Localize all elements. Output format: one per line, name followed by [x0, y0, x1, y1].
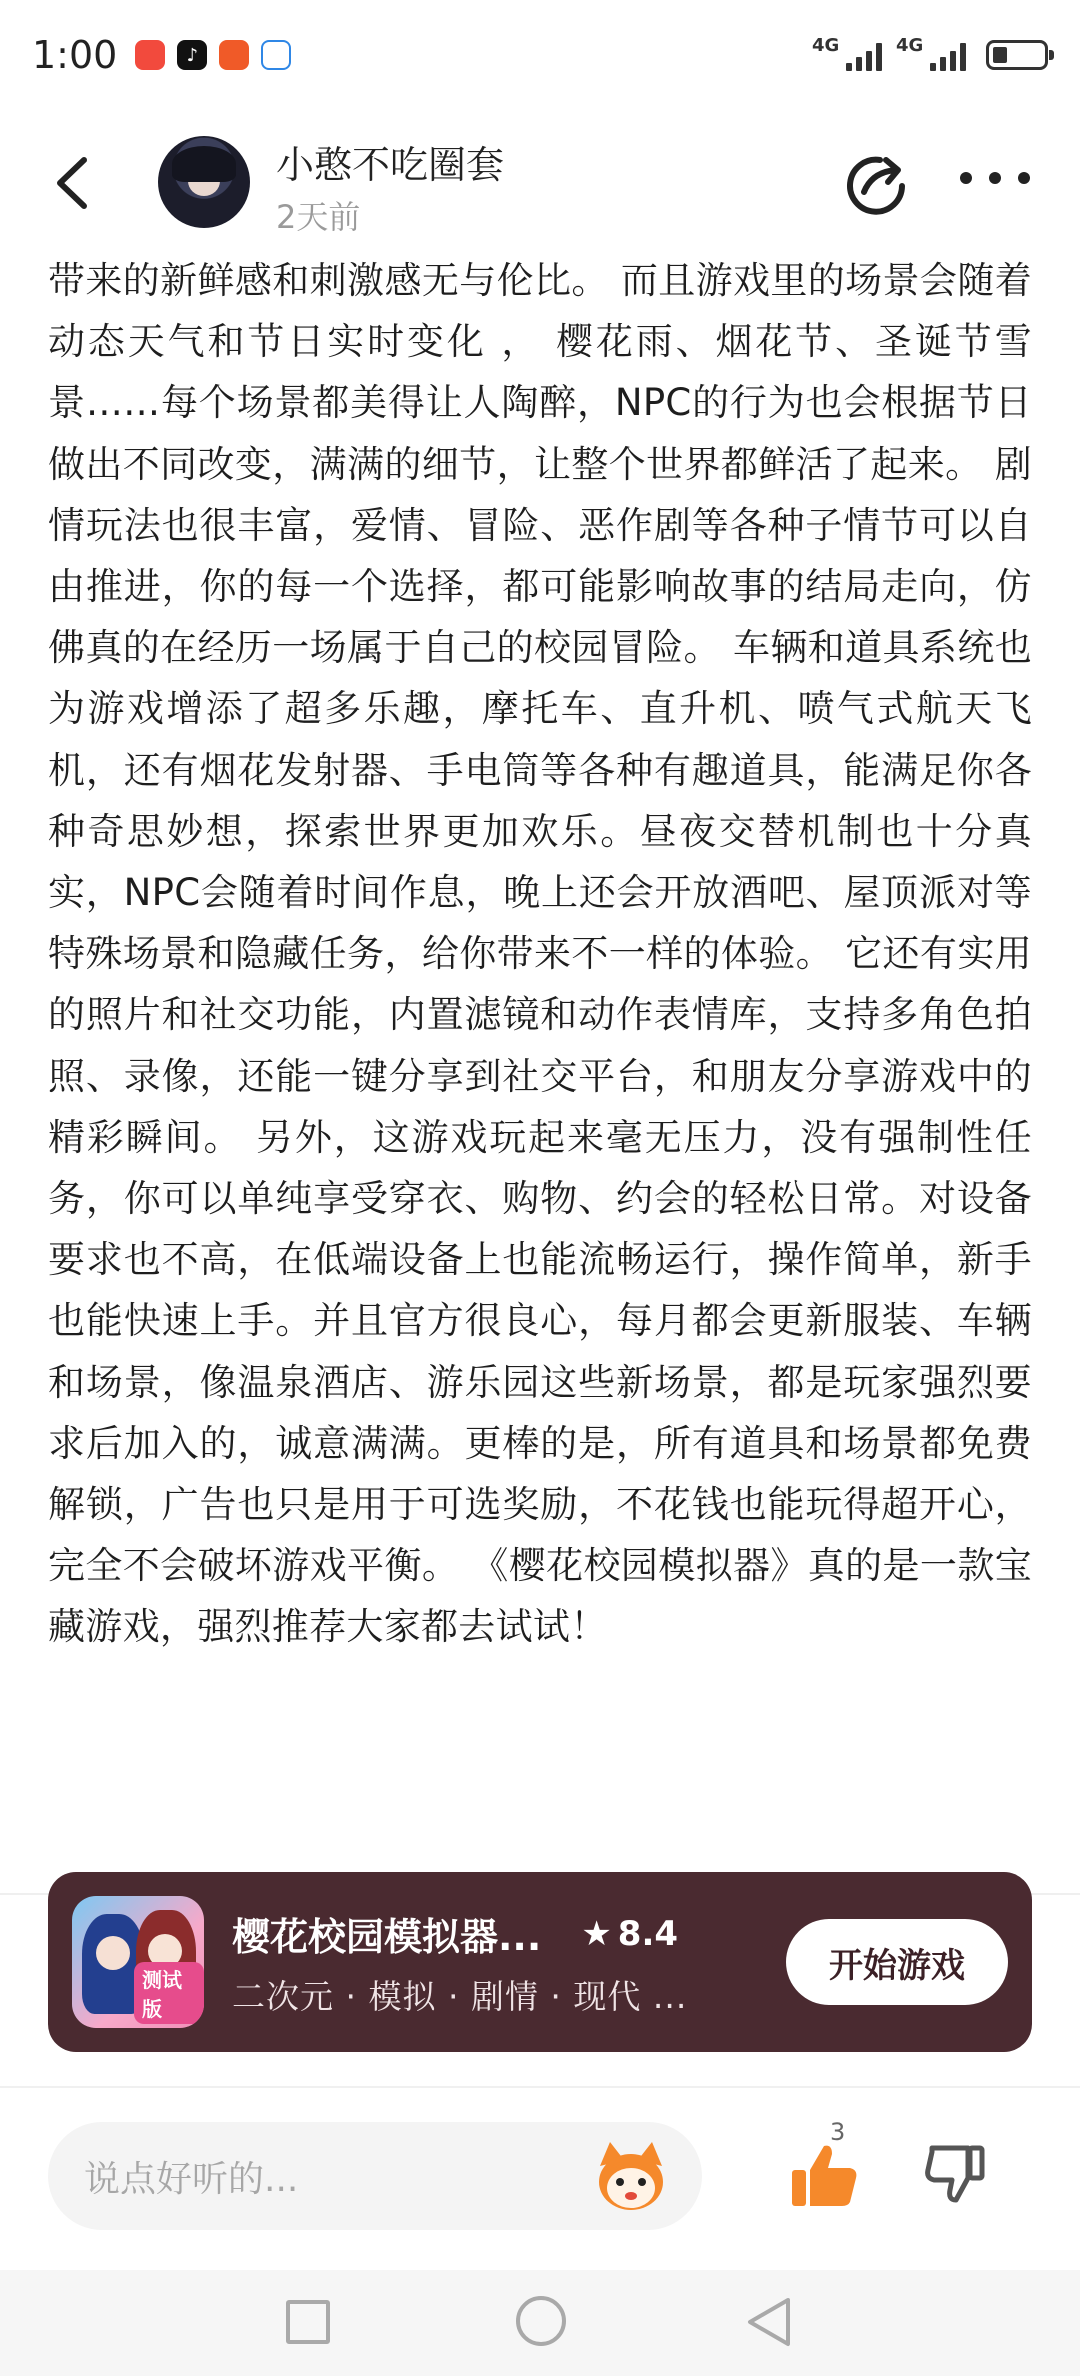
status-app-icons: [135, 40, 291, 70]
game-icon[interactable]: [72, 1896, 204, 2028]
comment-placeholder: 说点好听的...: [84, 2158, 299, 2200]
game-title[interactable]: 樱花校园模拟器...: [232, 1915, 542, 1959]
home-icon[interactable]: [516, 2296, 566, 2346]
back-arrow-icon[interactable]: [44, 148, 104, 218]
post-header: [0, 118, 1080, 248]
game-icon-badge: 测试版: [134, 1962, 204, 2024]
post-time: 2天前: [276, 198, 361, 236]
more-options-icon[interactable]: [960, 158, 1030, 198]
app-icon-red: [135, 40, 165, 70]
game-card[interactable]: [48, 1872, 1032, 2052]
system-nav-bar: [0, 2270, 1080, 2376]
status-bar: [0, 0, 1080, 110]
thumbs-up-icon[interactable]: [788, 2140, 860, 2212]
game-rating: [581, 1914, 678, 1954]
signal-icon: 4G: [812, 39, 882, 71]
avatar[interactable]: [158, 136, 250, 228]
post-content: 带来的新鲜感和刺激感无与伦比。 而且游戏里的场景会随着动态天气和节日实时变化 ， 樱花雨、烟花节、圣诞节雪景……每个场景都美得让人陶醉，NPC的行为也会根据节日做出不同改变，满满的细节，让整个世界都鲜活了起来。 剧情玩法也很丰富，爱情、冒险、恶作剧等各种子情节可以自由推进，你的每一个选择，都可能影响故事的结局走向，仿佛真的在经历一场属于自己的校园冒险。 车辆和道具系统也为游戏增添了超多乐趣，摩托车、直升机、喷气式航天飞机，还有烟花发射器、手电筒等各种有趣道具，能满足你各种奇思妙想，探索世界更加欢乐。昼夜交替机制也十分真实，NPC会随着时间作息，晚上还会开放酒吧、屋顶派对等特殊场景和隐藏任务，给你带来不一样的体验。 它还有实用的照片和社交功能，内置滤镜和动作表情库，支持多角色拍照、录像，还能一键分享到社交平台，和朋友分享游戏中的精彩瞬间。 另外，这游戏玩起来毫无压力，没有强制性任务，你可以单纯享受穿衣、购物、约会的轻松日常。对设备要求也不高，在低端设备上也能流畅运行，操作简单，新手也能快速上手。并且官方很良心，每月都会更新服装、车辆和场景，像温泉酒店、游乐园这些新场景，都是玩家强烈要求后加入的，诚意满满。更棒的是，所有道具和场景都免费解锁，广告也只是用于可选奖励，不花钱也能玩得超开心，完全不会破坏游戏平衡。 《樱花校园模拟器》真的是一款宝藏游戏，强烈推荐大家都去试试！: [48, 259, 1032, 1649]
star-icon: ★: [581, 1913, 612, 1954]
thumbs-down-icon[interactable]: [922, 2140, 988, 2206]
battery-icon: [986, 40, 1048, 70]
game-tags: 二次元 · 模拟 · 剧情 · 现代 ...: [232, 1977, 688, 2016]
share-icon[interactable]: [842, 150, 910, 218]
like-count: 3: [830, 2118, 846, 2146]
status-time: 1:00: [32, 33, 118, 77]
comment-input[interactable]: [48, 2122, 702, 2230]
listen-icon: [219, 40, 249, 70]
nav-back-icon[interactable]: [744, 2296, 794, 2348]
app-icon-blue: [261, 40, 291, 70]
recent-apps-icon[interactable]: [286, 2300, 330, 2344]
user-name[interactable]: 小憨不吃圈套: [276, 143, 505, 187]
divider: [0, 2086, 1080, 2088]
game-info: [232, 1906, 786, 2018]
rating-value: 8.4: [617, 1913, 679, 1954]
emoji-icon[interactable]: [590, 2136, 672, 2218]
status-indicators: [812, 35, 1048, 71]
play-game-button[interactable]: 开始游戏: [786, 1919, 1008, 2005]
signal-icon-2: 4G: [896, 39, 966, 71]
tiktok-icon: ♪: [177, 40, 207, 70]
